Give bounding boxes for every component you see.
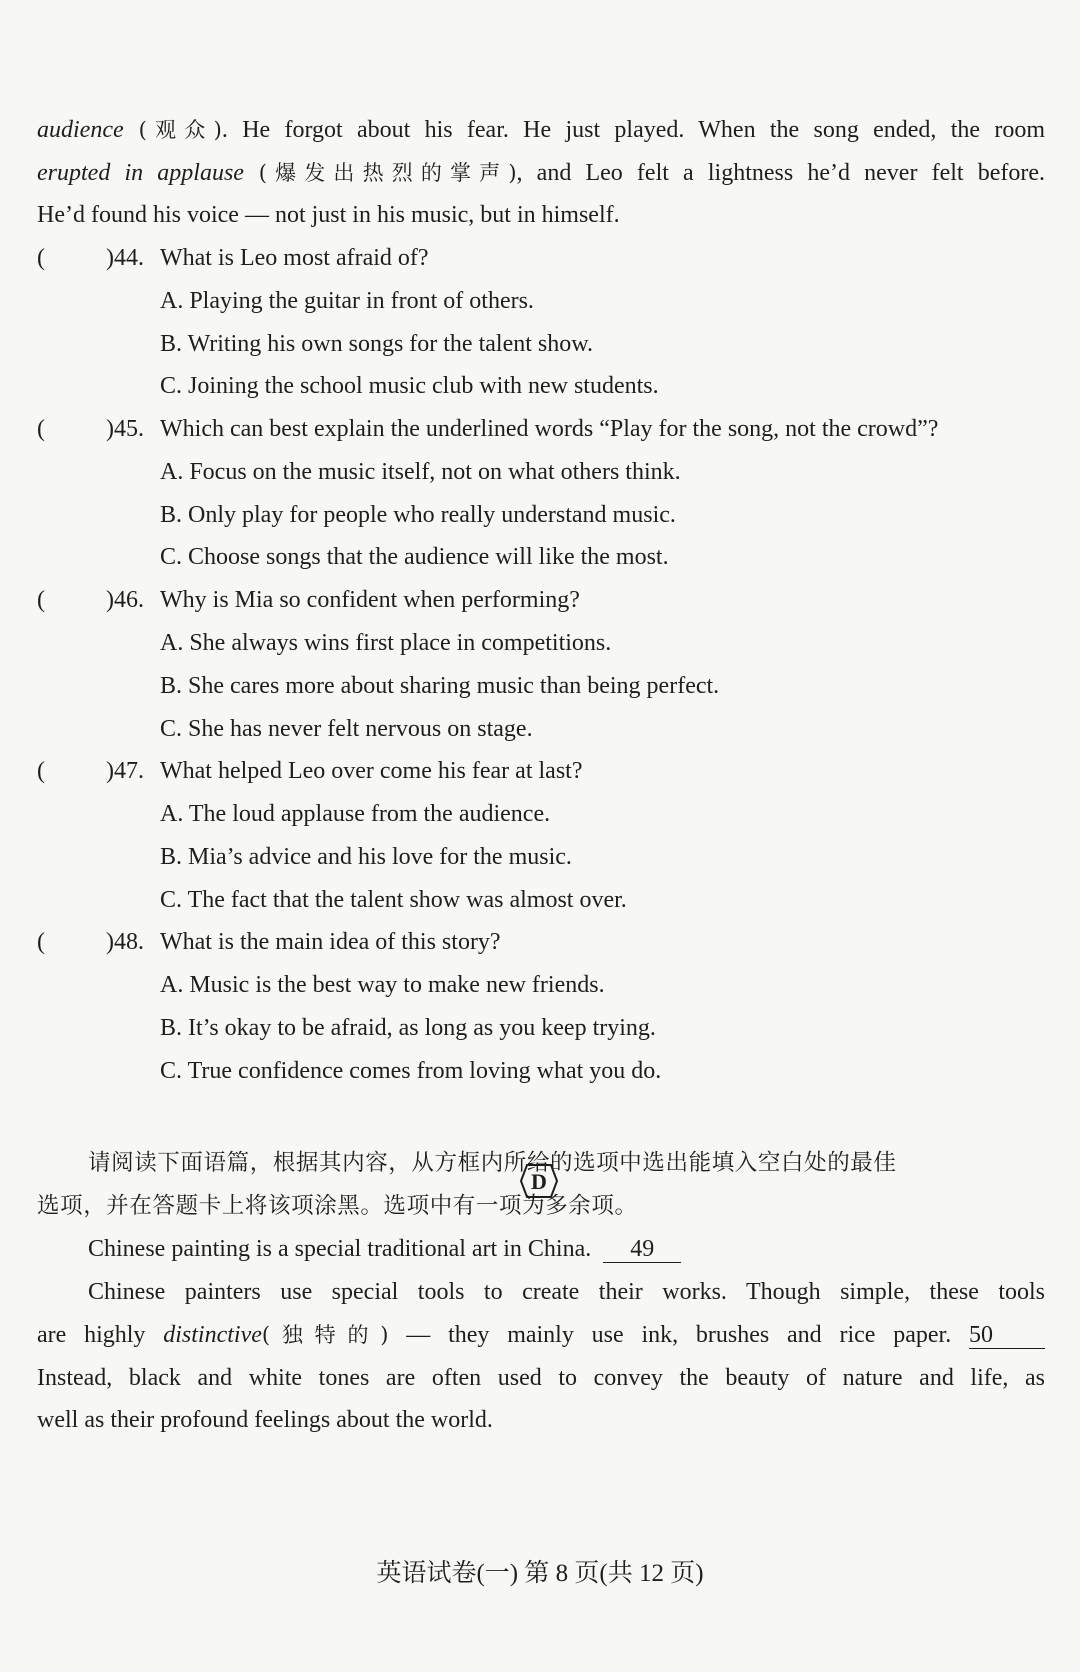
option-c: C. The fact that the talent show was almost over. <box>160 887 627 913</box>
section-letter: D <box>531 1169 547 1194</box>
passage-line-2 <box>37 158 1045 188</box>
answer-paren[interactable]: ( <box>37 758 45 784</box>
gloss-distinctive: (独特的) <box>261 1323 389 1347</box>
option-a: A. Focus on the music itself, not on what others think. <box>160 459 681 485</box>
question-number: )48. <box>106 929 144 955</box>
question-number: )45. <box>106 416 144 442</box>
page-footer: 英语试卷(一) 第 8 页(共 12 页) <box>376 1560 704 1587</box>
question-number: )44. <box>106 245 144 271</box>
option-b: B. Only play for people who really understand music. <box>160 502 676 528</box>
passage-d-line-3: Instead, black and white tones are often used to convey the beauty of nature and life, as <box>37 1365 1045 1391</box>
passage-d-line-1: Chinese painters use special tools to create their works. Though simple, these tools <box>88 1279 1045 1305</box>
option-a: A. The loud applause from the audience. <box>160 801 551 827</box>
passage-text: , and Leo felt a lightness he’d never felt before. <box>516 160 1046 186</box>
instruction-line-1: 请阅读下面语篇，根据其内容，从方框内所给的选项中选出能填入空白处的最佳 <box>88 1150 897 1176</box>
passage-d-line-4: well as their profound feelings about the world. <box>37 1407 493 1433</box>
passage-line-3: He’d found his voice — not just in his music, but in himself. <box>37 202 620 228</box>
option-b: B. She cares more about sharing music than being perfect. <box>160 673 720 699</box>
answer-paren[interactable]: ( <box>37 245 45 271</box>
option-a: A. She always wins first place in competitions. <box>160 630 612 656</box>
question-text: Why is Mia so confident when performing? <box>160 587 580 613</box>
passage-d-paragraph-1 <box>88 1234 681 1264</box>
option-c: C. Choose songs that the audience will like the most. <box>160 544 669 570</box>
option-a: A. Music is the best way to make new friends. <box>160 972 605 998</box>
term-audience: audience <box>37 117 124 143</box>
option-c: C. True confidence comes from loving what you do. <box>160 1058 662 1084</box>
passage-text: . He forgot about his fear. He just played. When the song ended, the room <box>221 117 1046 143</box>
answer-paren[interactable]: ( <box>37 587 45 613</box>
passage-d-text: — they mainly use ink, brushes and rice paper. <box>406 1322 952 1348</box>
question-number: )46. <box>106 587 144 613</box>
option-b: B. It’s okay to be afraid, as long as you keep trying. <box>160 1015 656 1041</box>
question-text: Which can best explain the underlined words “Play for the song, not the crowd”? <box>160 416 939 442</box>
blank-49: 49 <box>603 1236 681 1263</box>
gloss-audience: (观众) <box>123 118 222 142</box>
term-distinctive: distinctive <box>163 1322 262 1348</box>
term-erupted-in-applause: erupted in applause <box>37 160 244 186</box>
option-b: B. Writing his own songs for the talent show. <box>160 331 594 357</box>
question-text: What is the main idea of this story? <box>160 929 501 955</box>
question-text: What helped Leo over come his fear at last? <box>160 758 583 784</box>
question-text: What is Leo most afraid of? <box>160 245 429 271</box>
question-number: )47. <box>106 758 144 784</box>
passage-d-line-2 <box>37 1320 1045 1350</box>
option-a: A. Playing the guitar in front of others. <box>160 288 534 314</box>
passage-d-text: Chinese painting is a special traditional art in China. <box>88 1236 592 1262</box>
answer-paren[interactable]: ( <box>37 929 45 955</box>
answer-paren[interactable]: ( <box>37 416 45 442</box>
passage-d-text: are highly <box>37 1322 146 1348</box>
passage-line-1 <box>37 115 1045 145</box>
option-b: B. Mia’s advice and his love for the music. <box>160 844 572 870</box>
instruction-line-2: 选项，并在答题卡上将该项涂黑。选项中有一项为多余项。 <box>37 1193 638 1219</box>
gloss-applause: (爆发出热烈的掌声) <box>243 161 517 185</box>
option-c: C. Joining the school music club with new students. <box>160 373 659 399</box>
option-c: C. She has never felt nervous on stage. <box>160 716 533 742</box>
blank-50: 50 <box>969 1322 1045 1349</box>
